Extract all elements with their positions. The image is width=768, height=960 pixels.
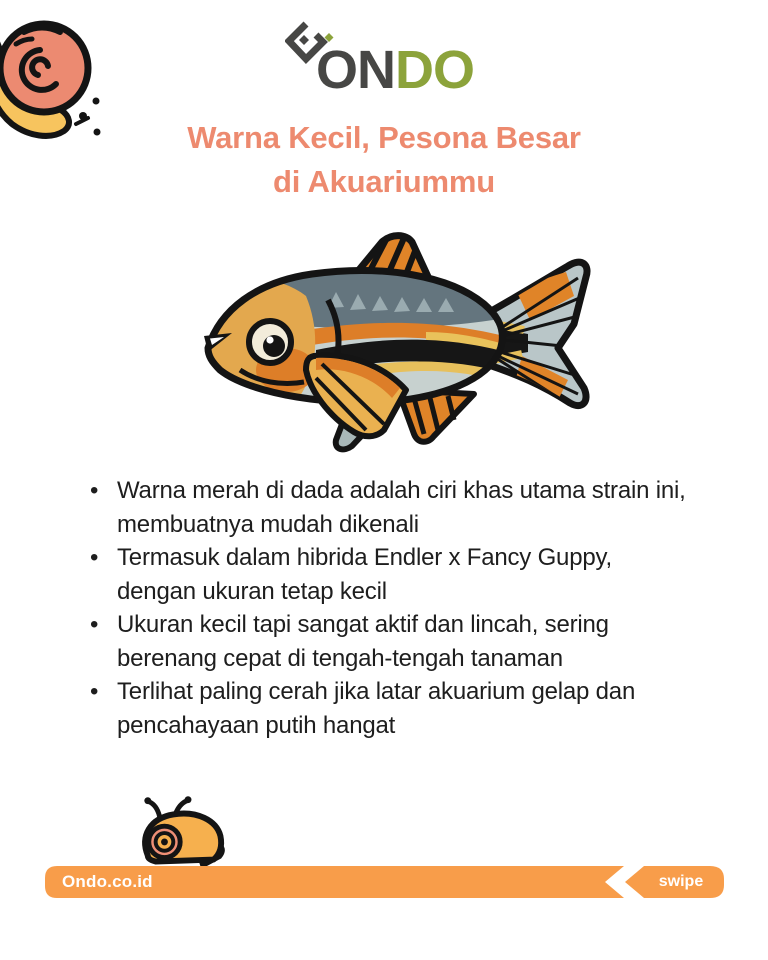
list-item	[88, 541, 694, 608]
site-label: Ondo.co.id	[62, 872, 153, 891]
page-title	[0, 116, 768, 204]
brand-logo	[316, 40, 474, 100]
list-item-text: Terlihat paling cerah jika latar akuarium gelap dan pencahayaan putih hangat	[117, 678, 636, 739]
list-item	[88, 608, 694, 675]
swipe-label[interactable]: swipe	[658, 873, 704, 890]
bullet-dot: •	[90, 477, 99, 504]
list-item-text: Termasuk dalam hibrida Endler x Fancy Guppy, dengan ukuran tetap kecil	[117, 544, 612, 605]
list-item	[88, 675, 694, 742]
page-title-line1: Warna Kecil, Pesona Besar	[187, 120, 581, 155]
bullet-dot: •	[90, 678, 99, 705]
list-item-text: Ukuran kecil tapi sangat aktif dan lincah, sering berenang cepat di tengah-tengah tanaman	[117, 611, 609, 672]
page-title-line2: di Akuariummu	[273, 164, 495, 199]
list-item	[88, 474, 694, 541]
feature-list	[88, 474, 694, 742]
brand-logo-on: ON	[316, 40, 395, 100]
list-item-text: Warna merah di dada adalah ciri khas utama strain ini, membuatnya mudah dikenali	[117, 477, 686, 538]
fish-eye	[249, 321, 291, 363]
fish-illustration	[186, 230, 600, 462]
bullet-dot: •	[90, 544, 99, 571]
bullet-dot: •	[90, 611, 99, 638]
brand-logo-do: DO	[395, 40, 474, 100]
